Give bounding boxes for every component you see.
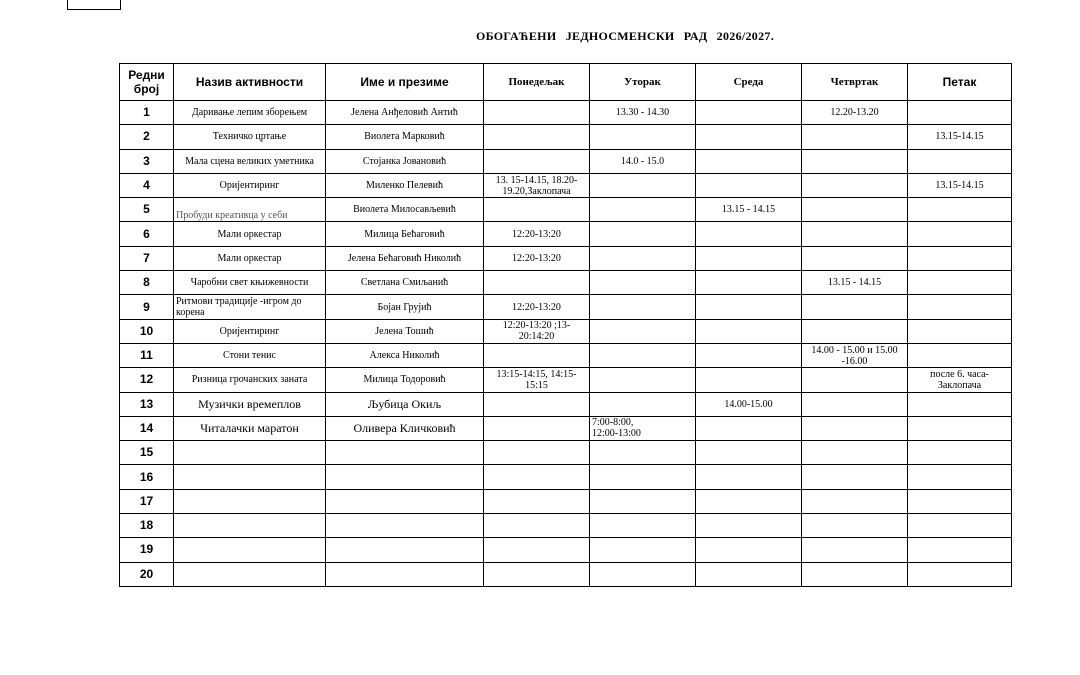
teacher-cell: Оливера Кличковић [326, 416, 484, 440]
activity-cell [174, 538, 326, 562]
table-row [120, 416, 1012, 440]
wednesday-cell [696, 222, 802, 246]
activity-cell: Оријентиринг [174, 319, 326, 343]
header-row [120, 64, 1012, 101]
activity-cell [174, 514, 326, 538]
monday-cell [484, 149, 590, 173]
wednesday-cell [696, 149, 802, 173]
tuesday-cell [590, 465, 696, 489]
header-friday: Петак [908, 64, 1012, 101]
monday-cell [484, 465, 590, 489]
row-number: 16 [120, 465, 174, 489]
thursday-cell [802, 246, 908, 270]
wednesday-cell [696, 465, 802, 489]
monday-cell [484, 562, 590, 586]
thursday-cell [802, 392, 908, 416]
header-monday: Понедељак [484, 64, 590, 101]
wednesday-cell [696, 489, 802, 513]
wednesday-cell [696, 271, 802, 295]
friday-cell [908, 149, 1012, 173]
table-row [120, 368, 1012, 392]
activity-cell: Мали оркестар [174, 222, 326, 246]
teacher-cell: Милица Тодоровић [326, 368, 484, 392]
teacher-cell: Јелена Анђеловић Антић [326, 101, 484, 125]
thursday-cell [802, 173, 908, 197]
tuesday-cell [590, 295, 696, 319]
row-number: 2 [120, 125, 174, 149]
tuesday-cell [590, 392, 696, 416]
header-wednesday: Среда [696, 64, 802, 101]
row-number: 19 [120, 538, 174, 562]
wednesday-cell [696, 416, 802, 440]
table-row [120, 319, 1012, 343]
friday-cell: 13.15-14.15 [908, 173, 1012, 197]
table-row [120, 173, 1012, 197]
friday-cell [908, 465, 1012, 489]
teacher-cell [326, 538, 484, 562]
thursday-cell: 12.20-13.20 [802, 101, 908, 125]
tuesday-cell [590, 343, 696, 367]
table-row [120, 343, 1012, 367]
tuesday-cell [590, 125, 696, 149]
teacher-cell: Алекса Николић [326, 343, 484, 367]
friday-cell [908, 538, 1012, 562]
tuesday-cell [590, 562, 696, 586]
row-number: 7 [120, 246, 174, 270]
tuesday-cell: 7:00-8:00, 12:00-13:00 [590, 416, 696, 440]
row-number: 10 [120, 319, 174, 343]
monday-cell [484, 514, 590, 538]
friday-cell [908, 441, 1012, 465]
activity-cell: Пробуди креативца у себи [174, 198, 326, 222]
thursday-cell: 13.15 - 14.15 [802, 271, 908, 295]
thursday-cell [802, 222, 908, 246]
wednesday-cell: 13.15 - 14.15 [696, 198, 802, 222]
tuesday-cell [590, 246, 696, 270]
wednesday-cell [696, 368, 802, 392]
friday-cell [908, 271, 1012, 295]
teacher-cell: Светлана Смиљанић [326, 271, 484, 295]
table-row [120, 538, 1012, 562]
header-no: Редни број [120, 64, 174, 101]
table-row [120, 465, 1012, 489]
thursday-cell [802, 514, 908, 538]
wednesday-cell: 14.00-15.00 [696, 392, 802, 416]
activity-cell: Ризница грочанских заната [174, 368, 326, 392]
table-row [120, 198, 1012, 222]
tuesday-cell [590, 514, 696, 538]
tuesday-cell [590, 538, 696, 562]
friday-cell [908, 489, 1012, 513]
activity-cell: Ритмови традиције -игром до корена [174, 295, 326, 319]
teacher-cell: Виолета Милосављевић [326, 198, 484, 222]
tuesday-cell [590, 173, 696, 197]
wednesday-cell [696, 441, 802, 465]
monday-cell: 12:20-13:20 ;13-20:14:20 [484, 319, 590, 343]
activity-cell [174, 489, 326, 513]
friday-cell [908, 319, 1012, 343]
monday-cell: 13. 15-14.15, 18.20-19.20,Заклопача [484, 173, 590, 197]
row-number: 15 [120, 441, 174, 465]
tuesday-cell: 14.0 - 15.0 [590, 149, 696, 173]
thursday-cell [802, 538, 908, 562]
activity-cell: Мали оркестар [174, 246, 326, 270]
monday-cell: 12:20-13:20 [484, 295, 590, 319]
teacher-cell [326, 441, 484, 465]
activity-cell [174, 562, 326, 586]
table-row [120, 271, 1012, 295]
row-number: 9 [120, 295, 174, 319]
row-number: 20 [120, 562, 174, 586]
teacher-cell [326, 562, 484, 586]
activity-cell [174, 465, 326, 489]
monday-cell [484, 101, 590, 125]
wednesday-cell [696, 538, 802, 562]
header-name: Име и презиме [326, 64, 484, 101]
friday-cell [908, 343, 1012, 367]
tuesday-cell [590, 222, 696, 246]
teacher-cell: Јелена Бећаговић Николић [326, 246, 484, 270]
monday-cell [484, 198, 590, 222]
header-activity: Назив активности [174, 64, 326, 101]
thursday-cell [802, 416, 908, 440]
activity-cell: Стони тенис [174, 343, 326, 367]
row-number: 5 [120, 198, 174, 222]
thursday-cell [802, 441, 908, 465]
activity-cell: Техничко цртање [174, 125, 326, 149]
tuesday-cell [590, 489, 696, 513]
thursday-cell [802, 489, 908, 513]
monday-cell [484, 489, 590, 513]
thursday-cell [802, 295, 908, 319]
row-number: 4 [120, 173, 174, 197]
row-number: 6 [120, 222, 174, 246]
activity-cell: Читалачки маратон [174, 416, 326, 440]
table-row [120, 246, 1012, 270]
thursday-cell [802, 368, 908, 392]
monday-cell [484, 343, 590, 367]
row-number: 13 [120, 392, 174, 416]
tuesday-cell [590, 271, 696, 295]
teacher-cell: Милица Бећаговић [326, 222, 484, 246]
friday-cell [908, 101, 1012, 125]
teacher-cell: Љубица Окиљ [326, 392, 484, 416]
table-row [120, 149, 1012, 173]
friday-cell [908, 416, 1012, 440]
row-number: 3 [120, 149, 174, 173]
tuesday-cell [590, 198, 696, 222]
monday-cell: 12:20-13:20 [484, 222, 590, 246]
monday-cell [484, 271, 590, 295]
table-row [120, 222, 1012, 246]
friday-cell [908, 246, 1012, 270]
thursday-cell [802, 319, 908, 343]
table-row [120, 562, 1012, 586]
tuesday-cell [590, 441, 696, 465]
friday-cell [908, 198, 1012, 222]
monday-cell [484, 538, 590, 562]
monday-cell [484, 416, 590, 440]
schedule-table [119, 63, 1012, 587]
wednesday-cell [696, 101, 802, 125]
row-number: 11 [120, 343, 174, 367]
row-number: 17 [120, 489, 174, 513]
thursday-cell [802, 465, 908, 489]
wednesday-cell [696, 125, 802, 149]
friday-cell [908, 514, 1012, 538]
monday-cell: 13:15-14:15, 14:15-15:15 [484, 368, 590, 392]
row-number: 8 [120, 271, 174, 295]
tuesday-cell [590, 368, 696, 392]
teacher-cell: Бојан Грујић [326, 295, 484, 319]
wednesday-cell [696, 173, 802, 197]
monday-cell [484, 392, 590, 416]
friday-cell [908, 222, 1012, 246]
wednesday-cell [696, 319, 802, 343]
activity-cell [174, 441, 326, 465]
friday-cell: 13.15-14.15 [908, 125, 1012, 149]
thursday-cell [802, 149, 908, 173]
row-number: 14 [120, 416, 174, 440]
header-thursday: Четвртак [802, 64, 908, 101]
header-tuesday: Уторак [590, 64, 696, 101]
table-row [120, 101, 1012, 125]
thursday-cell [802, 198, 908, 222]
thursday-cell [802, 562, 908, 586]
monday-cell [484, 125, 590, 149]
activity-cell: Даривање лепим зборењем [174, 101, 326, 125]
monday-cell [484, 441, 590, 465]
wednesday-cell [696, 514, 802, 538]
document-title: ОБОГАЋЕНИ ЈЕДНОСМЕНСКИ РАД 2026/2027. [475, 29, 775, 43]
activity-cell: Оријентиринг [174, 173, 326, 197]
row-number: 1 [120, 101, 174, 125]
tuesday-cell: 13.30 - 14.30 [590, 101, 696, 125]
teacher-cell [326, 514, 484, 538]
activity-cell: Мала сцена великих уметника [174, 149, 326, 173]
wednesday-cell [696, 295, 802, 319]
teacher-cell: Виолета Марковић [326, 125, 484, 149]
wednesday-cell [696, 246, 802, 270]
monday-cell: 12:20-13:20 [484, 246, 590, 270]
teacher-cell [326, 465, 484, 489]
row-number: 18 [120, 514, 174, 538]
friday-cell [908, 562, 1012, 586]
thursday-cell: 14.00 - 15.00 и 15.00 -16.00 [802, 343, 908, 367]
activity-cell: Чаробни свет књижевности [174, 271, 326, 295]
teacher-cell: Стојанка Јовановић [326, 149, 484, 173]
teacher-cell: Јелена Тошић [326, 319, 484, 343]
wednesday-cell [696, 343, 802, 367]
table-row [120, 392, 1012, 416]
table-row [120, 514, 1012, 538]
wednesday-cell [696, 562, 802, 586]
thursday-cell [802, 125, 908, 149]
teacher-cell: Миленко Пелевић [326, 173, 484, 197]
tuesday-cell [590, 319, 696, 343]
friday-cell [908, 295, 1012, 319]
teacher-cell [326, 489, 484, 513]
table-row [120, 295, 1012, 319]
table-row [120, 489, 1012, 513]
row-number: 12 [120, 368, 174, 392]
table-row [120, 125, 1012, 149]
activity-cell: Музички времеплов [174, 392, 326, 416]
table-row [120, 441, 1012, 465]
friday-cell [908, 392, 1012, 416]
corner-box [67, 0, 121, 10]
friday-cell: после 6. часа- Заклопача [908, 368, 1012, 392]
